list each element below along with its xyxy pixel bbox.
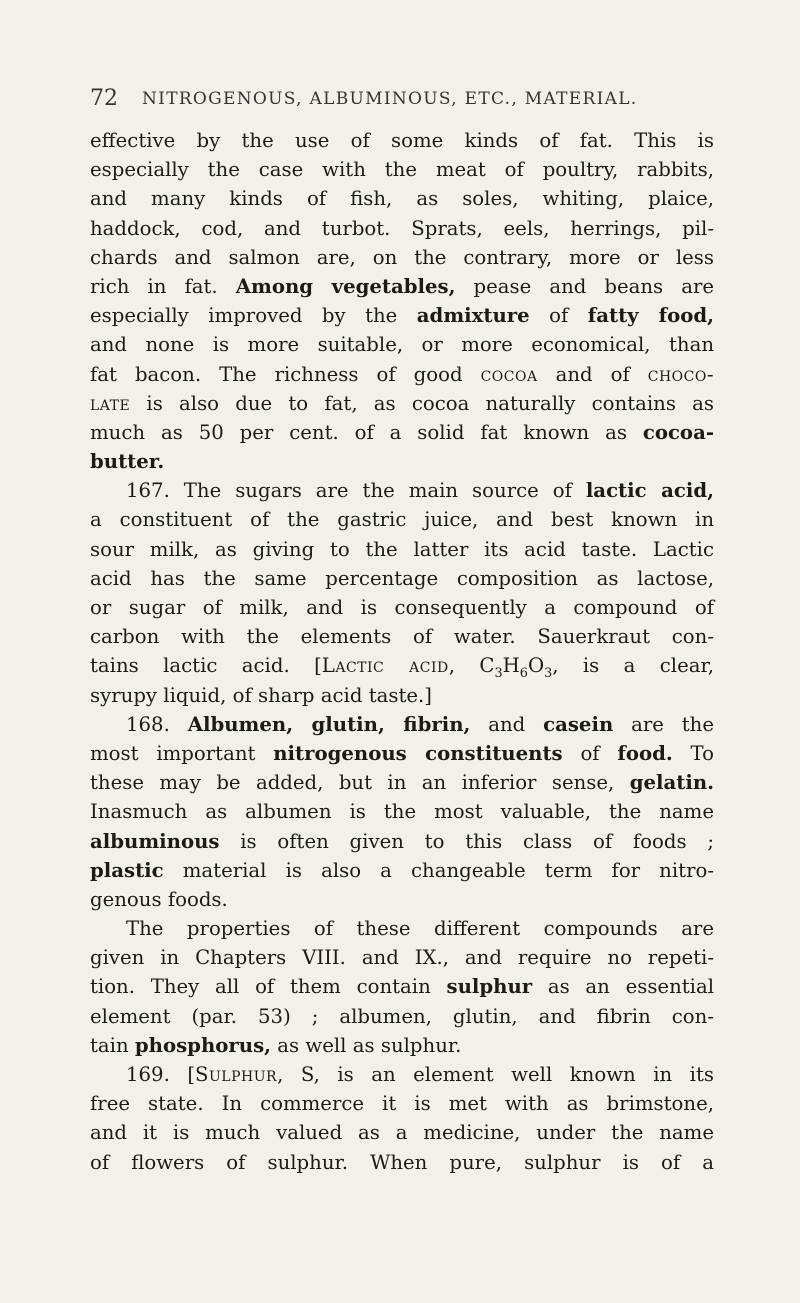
bold-term: fatty food, — [587, 304, 715, 328]
text-line — [90, 447, 714, 476]
text-line: genous foods. — [90, 887, 228, 911]
bold-term: casein — [543, 712, 614, 736]
text-line: especially the case with the meat of poultry, rabbits, — [90, 158, 714, 182]
text-line: acid has the same percentage composition as lactose, — [90, 566, 714, 590]
text-line: tain phosphorus, as well as sulphur. — [90, 1033, 462, 1057]
bold-term: nitrogenous constituents — [273, 741, 563, 765]
bold-term: cocoa- — [642, 420, 714, 444]
text-line: of flowers of sulphur. When pure, sulphur is of a — [90, 1150, 714, 1174]
page-header — [90, 86, 710, 112]
bold-term: plastic — [90, 858, 164, 882]
bold-term: Among vegetables, — [235, 274, 456, 298]
running-title: NITROGENOUS, ALBUMINOUS, ETC., MATERIAL. — [142, 89, 638, 109]
text-line: and it is much valued as a medicine, under the name — [90, 1121, 714, 1145]
bold-term: albuminous — [90, 829, 220, 853]
bold-term: lactic acid, — [585, 479, 714, 503]
text-line: free state. In commerce it is met with as brimstone, — [90, 1092, 714, 1116]
text-line: especially improved by the admixture of fatty food, — [90, 304, 715, 328]
bold-term: admixture — [416, 304, 530, 328]
paragraph-168-start: 168. Albumen, glutin, fibrin, and casein are the — [126, 712, 715, 736]
text-line: syrupy liquid, of sharp acid taste.] — [90, 683, 432, 707]
text-line: carbon with the elements of water. Sauerkraut con- — [90, 625, 714, 649]
smallcaps-term: Sulphur — [195, 1063, 278, 1086]
bold-term: phosphorus, — [134, 1033, 272, 1057]
smallcaps-term: Lactic acid — [321, 654, 449, 678]
text-line: much as 50 per cent. of a solid fat known as cocoa- — [90, 420, 714, 444]
paragraph-169-start: 169. [Sulphur, S, is an element well known in its — [126, 1063, 714, 1086]
text-line: albuminous is often given to this class of foods ; — [90, 829, 714, 853]
text-line: a constituent of the gastric juice, and best known in — [90, 508, 714, 532]
bold-term: gelatin. — [629, 771, 714, 795]
text-line: these may be added, but in an inferior sense, gelatin. — [90, 771, 714, 795]
page-number: 72 — [90, 86, 118, 111]
text-line: rich in fat. Among vegetables, pease and beans are — [90, 274, 715, 298]
text-line: fat bacon. The richness of good cocoa and of choco- — [90, 362, 714, 386]
text-line: chards and salmon are, on the contrary, more or less — [90, 245, 714, 269]
paragraph-167-start: 167. The sugars are the main source of lactic acid, — [126, 479, 714, 503]
text-line: given in Chapters VIII. and IX., and require no repeti- — [90, 946, 714, 970]
text-line: effective by the use of some kinds of fat. This is — [90, 129, 714, 152]
smallcaps-term: choco- — [647, 362, 714, 386]
text-line: or sugar of milk, and is consequently a compound of — [90, 596, 714, 619]
text-line: and many kinds of fish, as soles, whiting, plaice, — [90, 187, 714, 211]
smallcaps-term: cocoa — [480, 362, 538, 386]
text-line: late is also due to fat, as cocoa naturally contains as — [90, 391, 714, 415]
text-line: element (par. 53) ; albumen, glutin, and fibrin con- — [90, 1004, 714, 1028]
text-line: plastic material is also a changeable term for nitro- — [90, 858, 714, 882]
smallcaps-term: late — [90, 391, 131, 415]
bold-term: Albumen, glutin, fibrin, — [187, 712, 471, 736]
text-line: tains lactic acid. [Lactic acid, $C_3H_6O_3$, is a clear, — [90, 654, 715, 682]
bold-term: sulphur — [446, 975, 533, 999]
body-text — [90, 126, 714, 1177]
bold-term: butter. — [90, 450, 165, 474]
text-line: haddock, cod, and turbot. Sprats, eels, herrings, pil- — [90, 216, 714, 240]
text-line: The properties of these different compounds are — [126, 917, 714, 941]
text-line: sour milk, as giving to the latter its acid taste. Lactic — [90, 537, 714, 561]
text-line: Inasmuch as albumen is the most valuable, the name — [90, 800, 714, 824]
text-line: most important nitrogenous constituents of food. To — [90, 741, 714, 765]
text-line: and none is more suitable, or more economical, than — [90, 333, 714, 357]
text-line: tion. They all of them contain sulphur as an essential — [90, 975, 714, 999]
bold-term: food. — [617, 741, 673, 765]
